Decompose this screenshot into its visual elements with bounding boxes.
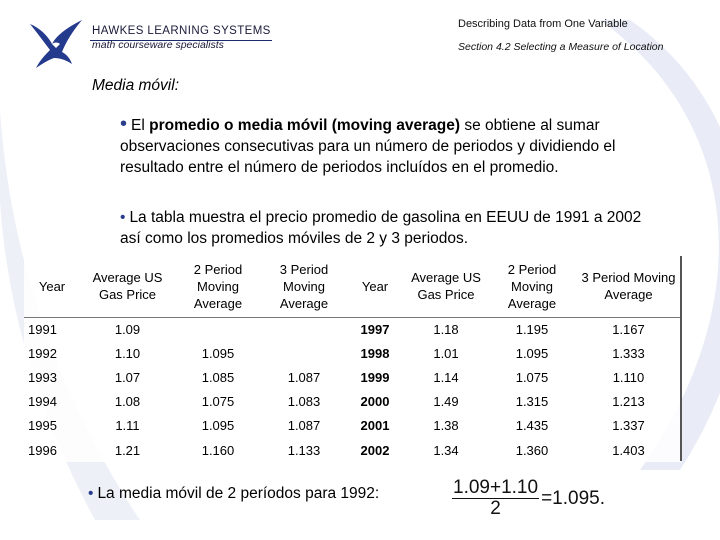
ma3-cell: 1.403 (612, 442, 645, 458)
ma3-cell (261, 341, 347, 365)
header-price: Average US Gas Price (80, 256, 175, 317)
price-cell: 1.21 (114, 442, 141, 458)
year-cell: 2000 (360, 394, 390, 410)
year-cell: 1994 (28, 394, 57, 410)
definition-rest: se obtiene al sumar observaciones consecutivas para un número de periodos y dividiendo el resultado entre el número de periodos incluídos en el promedio. (120, 117, 616, 176)
definition-prefix: El (131, 117, 150, 134)
bullet-icon: • (120, 113, 128, 135)
ma3-cell: 1.083 (287, 394, 321, 410)
ma2-cell: 1.160 (201, 442, 235, 458)
price-cell: 1.49 (433, 394, 459, 410)
header-year: Year (347, 256, 403, 317)
ma2-cell: 1.095 (201, 418, 235, 434)
price-cell: 1.01 (433, 345, 459, 361)
bullet-icon: • (120, 209, 126, 226)
table-row (24, 365, 682, 389)
ma2-cell: 1.075 (201, 394, 235, 410)
price-cell: 1.11 (115, 418, 140, 434)
eagle-logo-icon (26, 14, 86, 70)
year-cell: 1992 (28, 345, 57, 361)
example-note (88, 485, 379, 503)
price-cell: 1.07 (114, 369, 141, 385)
ma2-cell: 1.435 (515, 418, 549, 434)
price-cell: 1.09 (114, 321, 141, 337)
year-cell: 1996 (28, 442, 57, 458)
ma2-cell: 1.315 (515, 394, 549, 410)
formula-result: =1.095. (541, 487, 605, 509)
bullet-icon: • (88, 485, 94, 502)
price-cell: 1.14 (433, 369, 459, 385)
ma3-cell (261, 317, 347, 341)
year-cell: 2001 (360, 418, 390, 434)
year-cell: 2002 (360, 442, 390, 458)
example-note-text: La media móvil de 2 períodos para 1992: (97, 485, 380, 502)
definition-term: promedio o media móvil (moving average) (149, 117, 461, 134)
definition-paragraph (120, 115, 660, 178)
price-cell: 1.08 (114, 394, 141, 410)
year-cell: 1999 (360, 369, 390, 385)
ma2-cell: 1.075 (515, 369, 549, 385)
header-2-period: 2 Period Moving Average (175, 256, 261, 317)
year-cell: 1993 (28, 369, 57, 385)
ma3-cell: 1.110 (612, 369, 645, 385)
topic-title: Describing Data from One Variable (458, 18, 628, 30)
price-cell: 1.38 (433, 418, 459, 434)
section-title: Section 4.2 Selecting a Measure of Location (458, 41, 664, 53)
ma3-cell: 1.133 (287, 442, 321, 458)
ma2-cell: 1.085 (201, 369, 235, 385)
ma3-cell: 1.337 (612, 418, 645, 434)
formula-denominator: 2 (490, 498, 501, 519)
ma3-cell: 1.167 (612, 321, 645, 337)
company-tagline: math courseware specialists (92, 39, 224, 51)
header-year: Year (24, 256, 80, 317)
year-cell: 1998 (360, 345, 390, 361)
table-header-row (24, 256, 682, 317)
table-right-border (680, 256, 682, 461)
header-2-period: 2 Period Moving Average (489, 256, 575, 317)
ma2-cell: 1.095 (201, 345, 235, 361)
header-3-period: 3 Period Moving Average (575, 256, 682, 317)
formula-numerator: 1.09+1.10 (453, 477, 539, 498)
table-row (24, 341, 682, 365)
year-cell: 1991 (28, 321, 57, 337)
ma2-cell: 1.095 (515, 345, 549, 361)
price-cell: 1.18 (433, 321, 459, 337)
table-row (24, 390, 682, 414)
year-cell: 1995 (28, 418, 57, 434)
table-description-text: La tabla muestra el precio promedio de gasolina en EEUU de 1991 a 2002 así como los promedios móviles de 2 y 3 periodos. (120, 209, 642, 247)
price-cell: 1.34 (433, 442, 459, 458)
table-row (24, 438, 682, 462)
ma3-cell: 1.333 (612, 345, 645, 361)
table-row (24, 317, 682, 341)
moving-average-formula (452, 478, 605, 519)
formula-fraction (452, 478, 539, 519)
header-3-period: 3 Period Moving Average (261, 256, 347, 317)
ma3-cell: 1.213 (612, 394, 645, 410)
table-description-paragraph (120, 207, 660, 249)
ma2-cell (175, 317, 261, 341)
ma2-cell: 1.360 (515, 442, 549, 458)
ma3-cell: 1.087 (287, 369, 321, 385)
header-price: Average US Gas Price (403, 256, 489, 317)
company-name: HAWKES LEARNING SYSTEMS (92, 25, 271, 37)
ma3-cell: 1.087 (287, 418, 321, 434)
ma2-cell: 1.195 (515, 321, 549, 337)
gas-price-table (24, 256, 682, 462)
slide-title: Media móvil: (92, 77, 179, 94)
price-cell: 1.10 (114, 345, 141, 361)
table-row (24, 414, 682, 438)
year-cell: 1997 (360, 321, 390, 337)
